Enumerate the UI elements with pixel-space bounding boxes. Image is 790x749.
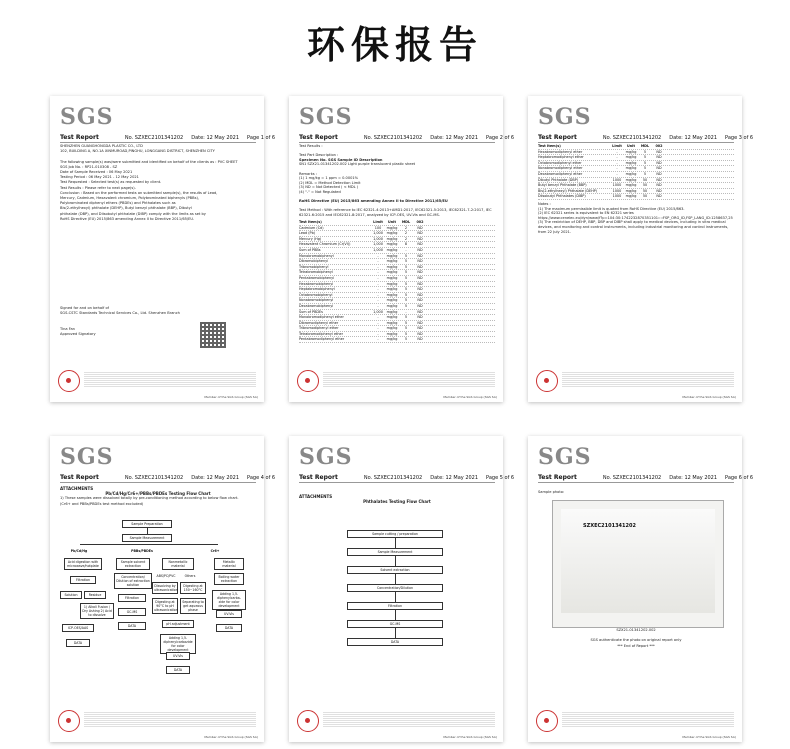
report-header: Test Report No. SZXEC2101341202 Date: 12 May 2021 Page 2 of 6: [299, 134, 515, 141]
table-row: Heptabromobiphenyl - mg/kg 5 ND: [299, 287, 495, 293]
signature-block: Signed for and on behalf of SGS-CSTC Standards Technical Services Co., Ltd. Shenzhen Branch Tina Fan Approved Signatory: [60, 306, 180, 337]
results-table: [299, 220, 495, 343]
table-row: Sum of PBBs 1,000 mg/kg - ND: [299, 248, 495, 254]
table-row: Cadmium (Cd) 100 mg/kg 2 ND: [299, 226, 495, 232]
table-row: Sum of PBDEs 1,000 mg/kg - ND: [299, 310, 495, 316]
table-row: Tetrabromobiphenyl - mg/kg 5 ND: [299, 270, 495, 276]
table-row: Monobromodiphenyl ether - mg/kg 5 ND: [299, 315, 495, 321]
report-page-4: SGS Test Report No. SZXEC2101341202 Date: 12 May 2021 Page 4 of 6 ATTACHMENTS Pb/Cd/Hg/Cr6+/PBBs/PBDEs Testing Flow Chart 1) These samples were dissolved totally by pre-conditioning method according to below flow chart. (Cr6+ and PBBs/PBDEs test method excluded) Sample Preparation Sample Measurement Pb/Cd/Hg PBBs/PBDEs Cr6+ Acid digestion with microwave/hotplate Filtration Solution Residue 1) Alkali Fusion / Dry Ashing 2) Acid to dissolve ICP-OES/AAS DATA Sample solvent extraction Concentration/ Dilution of extraction solution Filtration GC-MS DATA Nonmetallic material ABS/PC/PVC Others Dissolving by ultrasonication Digesting at 150~160°C Digesting at 90°C to pH ultrasonication Separating to get aqueous phase pH adjustment Adding 1,5-diphenylcarbazide for color development UV-Vis DATA Metallic material Boiling water extraction Adding 1,5-diphenylcarba-zide for color development UV-Vis DATA Member of the SGS Group (SGS SA): [50, 436, 264, 742]
report-page-1: SGS Test Report No. SZXEC2101341202 Date: 12 May 2021 Page 1 of 6 SHENZHEN GUANGHONGDA PLASTIC CO., LTD 102, BUILDING A, NO.1A XINMUROAD,PINGHU, LONGGANG DISTRICT, SHENZHEN CITY The following sample(s) was/were submitted and identified on behalf of the clients as : PVC SHEET SGS Job No. : RP21-010308 - SZ Date of Sample Received : 06 May 2021 Testing Period : 06 May 2021 - 12 May 2021 Test Requested : Selected test(s) as requested by client. Test Results : Please refer to next page(s). Conclusion : Based on the performed tests on submitted sample(s), the results of Lead, Mercury, Cadmium, Hexavalent chromium, Polybrominated biphenyls (PBBs), Polybrominated diphenyl ethers (PBDEs) and Phthalates such as Bis(2-ethylhexyl) phthalate (DEHP), Butyl benzyl phthalate (BBP), Dibutyl phthalate (DBP), and Diisobutyl phthalate (DIBP) comply with the limits as set by RoHS Directive (EU) 2015/863 amending Annex II to Directive 2011/65/EU. Signed for and on behalf of SGS-CSTC Standards Technical Services Co., Ltd. Shenzhen Branch Tina Fan Approved Signatory Member of the SGS Group (SGS SA): [50, 96, 264, 402]
notes: Notes : (1) The maximum permissible limit is quoted from RoHS Directive (EU) 2015/863. (2) IEC 62321 series is equivalent to EN 62321 series https://www.cenelec.eu/dyn/www/f?p=104:30:1742232870351101::::FSP_ORG_ID,FSP_LANG_ID:1258637,25 (3) The restriction of DEHP, BBP, DBP and DIBP shall apply to medical devices, including in vitro medical devices, and monitoring and control instruments, including industrial monitoring and control instruments, from 22 July 2021.: [538, 202, 733, 234]
table-row: Heptabromodiphenyl ether - mg/kg 5 ND: [538, 155, 734, 161]
table-header: Test Item(s) Limit Unit MDL 002: [538, 144, 734, 150]
sgs-logo: SGS: [538, 444, 592, 470]
table-row: Monobromobiphenyl - mg/kg 5 ND: [299, 254, 495, 260]
table-row: Tetrabromodiphenyl ether - mg/kg 5 ND: [299, 332, 495, 338]
sample-photo: SZXEC2101341202: [552, 500, 724, 628]
report-header: Test Report No. SZXEC2101341202 Date: 12 May 2021 Page 4 of 6: [60, 474, 276, 481]
report-body: SHENZHEN GUANGHONGDA PLASTIC CO., LTD 102, BUILDING A, NO.1A XINMUROAD,PINGHU, LONGGANG DISTRICT, SHENZHEN CITY The following sample(s) was/were submitted and identified on behalf of the clients as : PVC SHEET SGS Job No. : RP21-010308 - SZ Date of Sample Received : 06 May 2021 Testing Period : 06 May 2021 - 12 May 2021 Test Requested : Selected test(s) as requested by client. Test Results : Please refer to next page(s). Conclusion : Based on the performed tests on submitted sample(s), the results of Lead, Mercury, Cadmium, Hexavalent chromium, Polybrominated biphenyls (PBBs), Polybrominated diphenyl ethers (PBDEs) and Phthalates such as Bis(2-ethylhexyl) phthalate (DEHP), Butyl benzyl phthalate (BBP), Dibutyl phthalate (DBP), and Diisobutyl phthalate (DIBP) comply with the limits as set by RoHS Directive (EU) 2015/863 amending Annex II to Directive 2011/65/EU.: [60, 144, 238, 221]
table-row: Diisobutyl Phthalates (DIBP) 1000 mg/kg 50 ND: [538, 194, 734, 200]
report-page-5: SGS Test Report No. SZXEC2101341202 Date: 12 May 2021 Page 5 of 6 ATTACHMENTS Phthalates Testing Flow Chart Sample cutting / preparation Sample Measurement Solvent extraction Concentration/Dilution Filtration GC-MS DATA Member of the SGS Group (SGS SA): [289, 436, 503, 742]
table-row: Pentabromodiphenyl ether - mg/kg 5 ND: [299, 337, 495, 343]
report-page-2: SGS Test Report No. SZXEC2101341202 Date: 12 May 2021 Page 2 of 6 Test Results : Test Part Description : Specimen No. SGS Sample ID Description SN1 SZX21-01341202.002 Light purple translucent plastic sheet Remarks : (1) 1 mg/kg = 1 ppm = 0.0001% (2) MDL = Method Detection Limit (3) ND = Not Detected ( < MDL ) (4) "-" = Not Regulated RoHS Directive (EU) 2015/863 amending Annex II to Directive 2011/65/EU Test Method : With reference to IEC 62321-4:2013+AMD1:2017, IEC62321-5:2013, IEC62321-7-2:2017, IEC 62321-6:2015 and IEC62321-8:2017, analyzed by ICP-OES, UV-Vis and GC-MS. Test Item(s) Limit Unit MDL 002 Cadmium (Cd) 100 mg/kg 2 ND Lead (Pb) 1,000 mg/kg 2 ND Mercury (Hg) 1,000 mg/kg 2 ND Hexavalent Chromium (Cr(VI)) 1,000 mg/kg 8 ND Sum of PBBs 1,000 mg/kg - ND Monobromobiphenyl - mg/kg 5 ND Dibromobiphenyl - mg/kg 5 ND Tribromobiphenyl - mg/kg 5 ND Tetrabromobiphenyl - mg/kg 5 ND Pentabromobiphenyl - mg/kg 5 ND Hexabromobiphenyl - mg/kg 5 ND Heptabromobiphenyl - mg/kg 5 ND Octabromobiphenyl - mg/kg 5 ND Nonabromobiphenyl - mg/kg 5 ND Decabromobiphenyl - mg/kg 5 ND Sum of PBDEs 1,000 mg/kg - ND Monobromodiphenyl ether - mg/kg 5 ND Dibromodiphenyl ether - mg/kg 5 ND Tribromodiphenyl ether - mg/kg 5 ND Tetrabromodiphenyl ether - mg/kg 5 ND Pentabromodiphenyl ether - mg/kg 5 ND Member of the SGS Group (SGS SA): [289, 96, 503, 402]
seal-icon: [297, 370, 319, 392]
seal-icon: [58, 710, 80, 732]
seal-icon: [536, 370, 558, 392]
sgs-logo: SGS: [60, 104, 114, 130]
table-row: Decabromodiphenyl ether - mg/kg 5 ND: [538, 172, 734, 178]
report-footer: [56, 370, 258, 392]
table-row: Hexavalent Chromium (Cr(VI)) 1,000 mg/kg 8 ND: [299, 242, 495, 248]
table-row: Mercury (Hg) 1,000 mg/kg 2 ND: [299, 237, 495, 243]
table-row: Dibromodiphenyl ether - mg/kg 5 ND: [299, 321, 495, 327]
report-page-3: SGS Test Report No. SZXEC2101341202 Date: 12 May 2021 Page 3 of 6 Test Item(s) Limit Unit MDL 002 Hexabromodiphenyl ether - mg/kg 5 ND Heptabromodiphenyl ether - mg/kg 5 ND Octabromodiphenyl ether - mg/kg 5 ND Nonabromodiphenyl ether - mg/kg 5 ND Decabromodiphenyl ether - mg/kg 5 ND Dibutyl Phthalate (DBP) 1000 mg/kg 50 ND Butyl benzyl Phthalate (BBP) 1000 mg/kg 50 ND Bis(2-ethylhexyl) Phthalate (DEHP) 1000 mg/kg 50 ND Diisobutyl Phthalates (DIBP) 1000 mg/kg 50 ND Notes : (1) The maximum permissible limit is quoted from RoHS Directive (EU) 2015/863. (2) IEC 62321 series is equivalent to EN 62321 series https://www.cenelec.eu/dyn/www/f?p=104:30:1742232870351101::::FSP_ORG_ID,FSP_LANG_ID:1258637,25 (3) The restriction of DEHP, BBP, DBP and DIBP shall apply to medical devices, including in vitro medical devices, and monitoring and control instruments, including industrial monitoring and control instruments, from 22 July 2021. Member of the SGS Group (SGS SA): [528, 96, 742, 402]
report-header: Test Report No. SZXEC2101341202 Date: 12 May 2021 Page 3 of 6: [538, 134, 754, 141]
sgs-logo: SGS: [299, 104, 353, 130]
table-row: Octabromobiphenyl - mg/kg 5 ND: [299, 293, 495, 299]
report-header: Test Report No. SZXEC2101341202 Date: 12 May 2021 Page 6 of 6: [538, 474, 754, 481]
seal-icon: [58, 370, 80, 392]
table-row: Octabromodiphenyl ether - mg/kg 5 ND: [538, 161, 734, 167]
table-row: Dibutyl Phthalate (DBP) 1000 mg/kg 50 ND: [538, 178, 734, 184]
results-table: [538, 144, 734, 200]
table-header: Test Item(s) Limit Unit MDL 002: [299, 220, 495, 226]
table-row: Bis(2-ethylhexyl) Phthalate (DEHP) 1000 mg/kg 50 ND: [538, 189, 734, 195]
table-row: Hexabromodiphenyl ether - mg/kg 5 ND: [538, 150, 734, 156]
table-row: Pentabromobiphenyl - mg/kg 5 ND: [299, 276, 495, 282]
table-row: Dibromobiphenyl - mg/kg 5 ND: [299, 259, 495, 265]
sgs-logo: SGS: [60, 444, 114, 470]
table-row: Nonabromodiphenyl ether - mg/kg 5 ND: [538, 166, 734, 172]
sgs-logo: SGS: [538, 104, 592, 130]
table-row: Tribromobiphenyl - mg/kg 5 ND: [299, 265, 495, 271]
report-header: Test Report No. SZXEC2101341202 Date: 12 May 2021 Page 1 of 6: [60, 134, 276, 141]
sgs-logo: SGS: [299, 444, 353, 470]
report-header: Test Report No. SZXEC2101341202 Date: 12 May 2021 Page 5 of 6: [299, 474, 515, 481]
table-row: Decabromobiphenyl - mg/kg 5 ND: [299, 304, 495, 310]
page-title: 环保报告: [306, 22, 483, 67]
qr-code: [200, 322, 226, 348]
seal-icon: [536, 710, 558, 732]
table-row: Butyl benzyl Phthalate (BBP) 1000 mg/kg 50 ND: [538, 183, 734, 189]
table-row: Hexabromobiphenyl - mg/kg 5 ND: [299, 282, 495, 288]
report-body: Test Results : Test Part Description : Specimen No. SGS Sample ID Description SN1 SZX21-01341202.002 Light purple translucent plastic sheet Remarks : (1) 1 mg/kg = 1 ppm = 0.0001% (2) MDL = Method Detection Limit (3) ND = Not Detected ( < MDL ) (4) "-" = Not Regulated RoHS Directive (EU) 2015/863 amending Annex II to Directive 2011/65/EU Test Method : With reference to IEC 62321-4:2013+AMD1:2017, IEC62321-5:2013, IEC62321-7-2:2017, IEC 62321-6:2015 and IEC62321-8:2017, analyzed by ICP-OES, UV-Vis and GC-MS.: [299, 144, 492, 217]
seal-icon: [297, 710, 319, 732]
table-row: Lead (Pb) 1,000 mg/kg 2 ND: [299, 231, 495, 237]
table-row: Nonabromobiphenyl - mg/kg 5 ND: [299, 298, 495, 304]
table-row: Tribromodiphenyl ether - mg/kg 5 ND: [299, 326, 495, 332]
report-page-6: SGS Test Report No. SZXEC2101341202 Date: 12 May 2021 Page 6 of 6 Sample photo: SZXEC2101341202 SZX21-01341202.002 SGS authenticate the photo on original report only *** End of Report *** Member of the SGS Group (SGS SA): [528, 436, 742, 742]
